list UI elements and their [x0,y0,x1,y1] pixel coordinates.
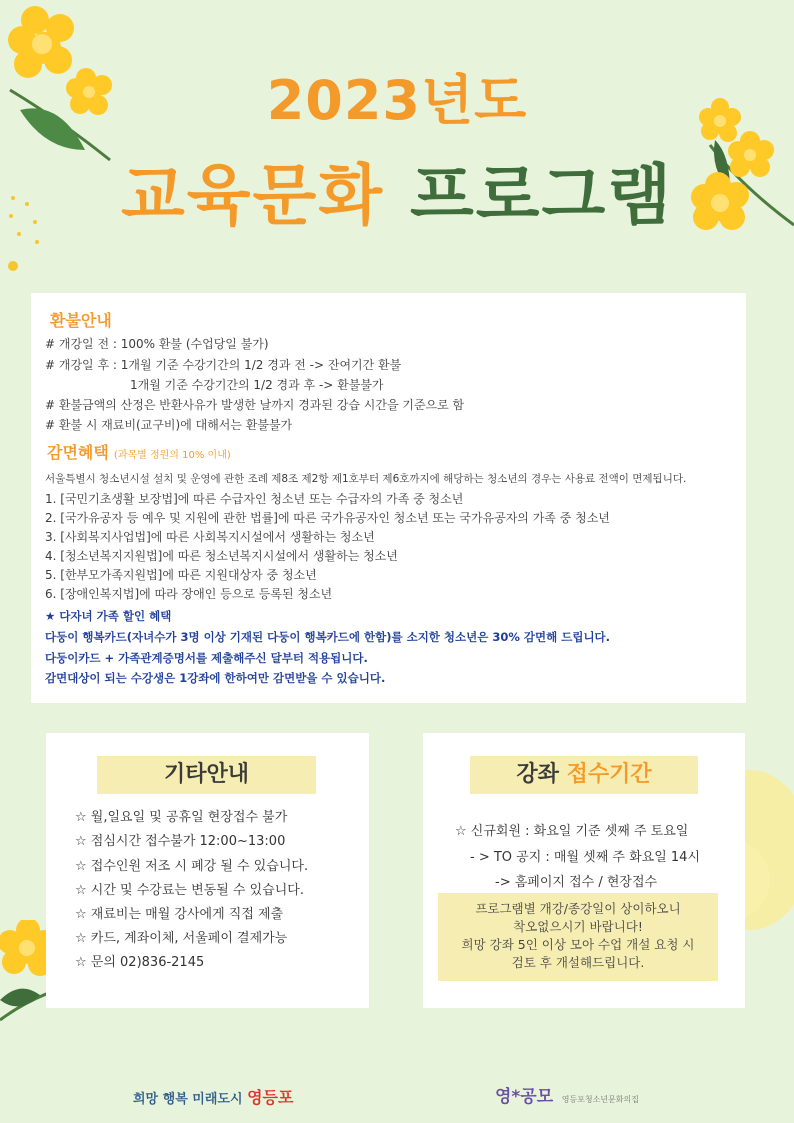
benefit-title [47,440,231,463]
title-part1: 교육문화 [120,157,384,234]
benefit-title-text: 감면혜택 [47,443,109,462]
benefit-note: (과목별 정원의 10% 이내) [113,450,231,461]
footer-district-logo: 영등포 [247,1088,294,1107]
refund-title: 환불안내 [50,311,112,330]
reception-item: -> 홈페이지 접수 / 현장접수 [495,875,658,890]
benefit-intro: 서울특별시 청소년시설 설치 및 운영에 관한 조례 제8조 제2항 제1호부터 제6호까지에 해당하는 청소년의 경우는 사용료 전액이 면제됩니다. [45,473,687,485]
page-title [0,142,794,237]
etc-item: ☆ 월,일요일 및 공휴일 현장접수 불가 [75,810,288,825]
benefit-item: 5. [한부모가족지원법]에 따른 지원대상자 중 청소년 [45,568,317,582]
reception-note [438,893,718,981]
reception-title [470,756,698,794]
refund-line: # 개강일 후 : 1개월 기준 수강기간의 1/2 경과 전 -> 잔여기간 환불 [45,358,402,372]
title-year: 2023년도 [266,69,528,132]
family-title: ★ 다자녀 가족 할인 혜택 [45,609,172,623]
benefit-item: 2. [국가유공자 등 예우 및 지원에 관한 법률]에 따른 국가유공자인 청소년 또는 국가유공자의 가족 중 청소년 [45,511,610,525]
family-line: 다둥이카드 + 가족관계증명서를 제출해주신 달부터 적용됩니다. [45,651,368,665]
etc-item: ☆ 재료비는 매월 강사에게 직접 제출 [75,907,284,922]
etc-item: ☆ 카드, 계좌이체, 서울페이 결제가능 [75,931,288,946]
reception-note-line: 희망 강좌 5인 이상 모아 수업 개설 요청 시 [461,937,695,952]
reception-item: ☆ 신규회원 : 화요일 기준 셋째 주 토요일 [455,824,689,839]
footer-slogan [133,1085,293,1108]
etc-item: ☆ 시간 및 수강료는 변동될 수 있습니다. [75,883,304,898]
reception-title-a: 강좌 [516,762,559,787]
reception-note-line: 착오없으시기 바랍니다! [513,919,643,934]
refund-line: 1개월 기준 수강기간의 1/2 경과 후 -> 환불불가 [130,378,384,392]
benefit-item: 4. [청소년복지지원법]에 따른 청소년복지시설에서 생활하는 청소년 [45,549,398,563]
center-logo-name: 영등포청소년문화의집 [561,1095,639,1104]
reception-note-line: 검토 후 개설해드립니다. [511,955,645,970]
refund-line: # 개강일 전 : 100% 환불 (수업당일 불가) [45,337,269,351]
etc-item: ☆ 접수인원 저조 시 폐강 될 수 있습니다. [75,859,309,874]
benefit-item: 1. [국민기초생활 보장법]에 따른 수급자인 청소년 또는 수급자의 가족 중 청소년 [45,492,464,506]
reception-item: - > TO 공지 : 매월 셋째 주 화요일 14시 [470,850,701,865]
benefit-item: 3. [사회복지사업법]에 따른 사회복지시설에서 생활하는 청소년 [45,530,375,544]
etc-item: ☆ 점심시간 접수불가 12:00~13:00 [75,834,286,849]
etc-item: ☆ 문의 02)836-2145 [75,955,205,970]
family-line: 다둥이 행복카드(자녀수가 3명 이상 기재된 다둥이 행복카드에 한함)를 소지한 청소년은 30% 감면해 드립니다. [45,630,611,644]
refund-line: # 환불 시 재료비(교구비)에 대해서는 환불불가 [45,418,293,432]
benefit-item: 6. [장애인복지법]에 따라 장애인 등으로 등록된 청소년 [45,587,333,601]
title-part2: 프로그램 [410,157,674,234]
family-line: 감면대상이 되는 수강생은 1강좌에 한하여만 감면받을 수 있습니다. [45,671,386,685]
reception-title-b: 접수기간 [566,762,652,787]
footer-center-logo [495,1082,639,1107]
etc-info-title: 기타안내 [97,756,316,794]
footer-slogan-text: 희망 행복 미래도시 [133,1092,243,1107]
refund-line: # 환불금액의 산정은 반환사유가 발생한 날까지 경과된 강습 시간을 기준으로 함 [45,398,465,412]
reception-note-line: 프로그램별 개강/종강일이 상이하오니 [475,901,681,916]
center-logo-mark: 영*공모 [495,1087,554,1107]
